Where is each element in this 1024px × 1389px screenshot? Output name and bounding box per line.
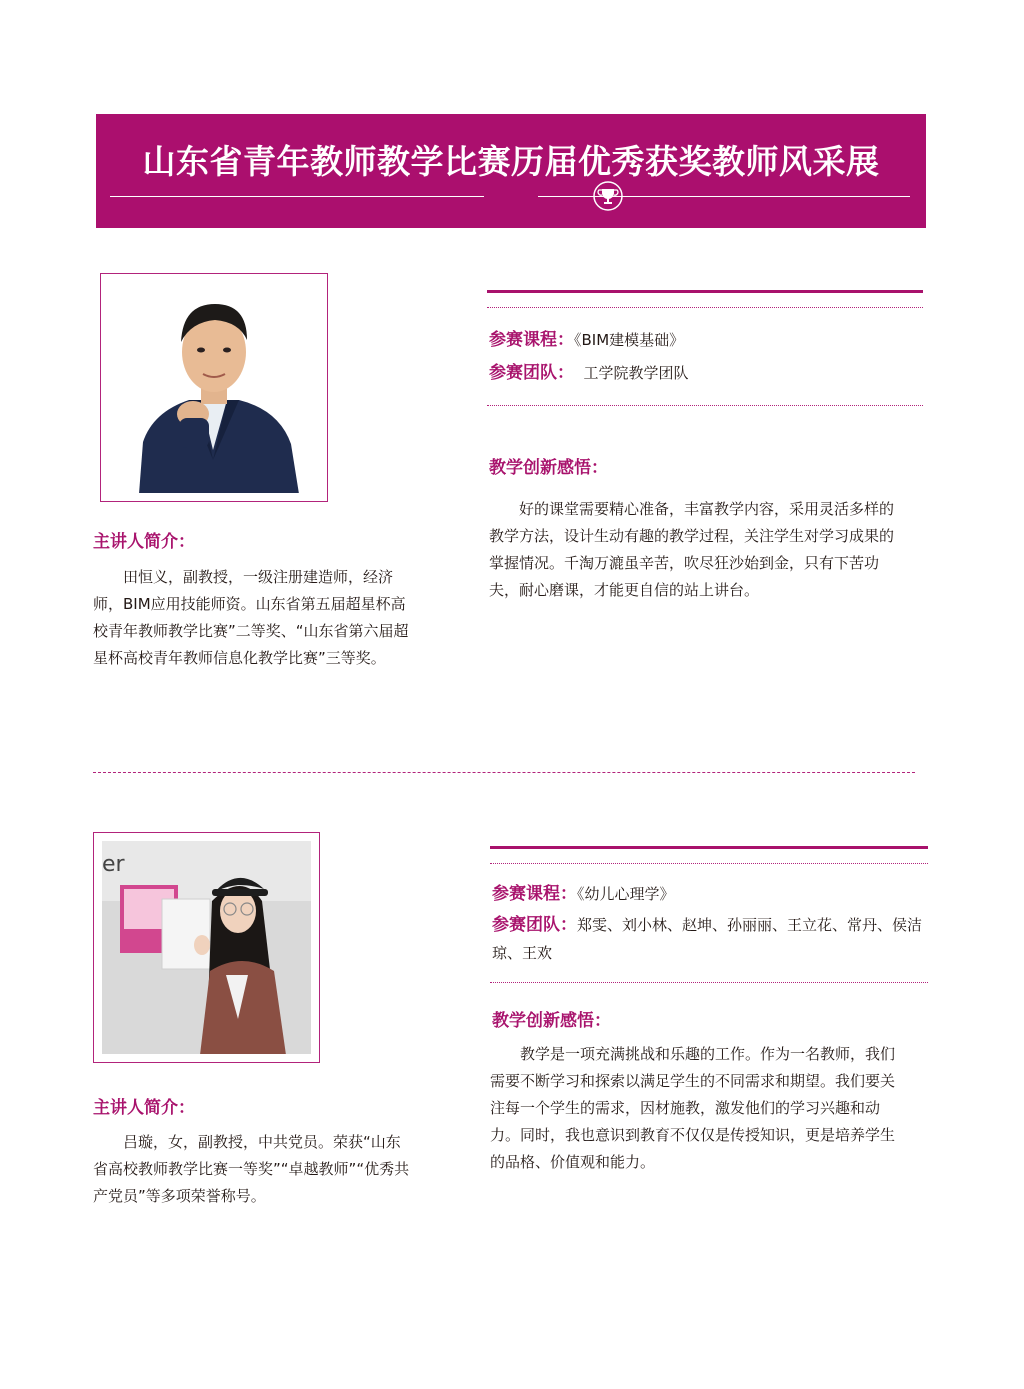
team-label: 参赛团队： xyxy=(489,363,574,383)
insight-text: 教学是一项充满挑战和乐趣的工作。作为一名教师，我们需要不断学习和探索以满足学生的不同需求和期望。我们要关注每一个学生的需求，因材施教，激发他们的学习兴趣和动力。同时，我也意识到教育不仅仅是传授知识，更是培养学生的品格、价值观和能力。 xyxy=(490,1045,896,1171)
course-value: 《幼儿心理学》 xyxy=(577,885,675,903)
info-dotted-rule xyxy=(490,982,928,983)
trophy-icon xyxy=(592,180,624,212)
course-label: 参赛课程： xyxy=(489,330,574,350)
team-value: 郑雯、刘小林、赵坤、孙丽丽、王立花、常丹、侯洁琼、王欢 xyxy=(492,916,923,962)
banner-divider-left xyxy=(110,196,484,197)
photo-sign-text: er xyxy=(102,852,125,877)
section-dotted-rule xyxy=(487,307,923,308)
intro-heading: 主讲人简介： xyxy=(93,532,195,552)
title-banner xyxy=(96,114,926,228)
insight-heading: 教学创新感悟： xyxy=(492,1011,611,1031)
profile-separator xyxy=(93,772,915,773)
team-row xyxy=(489,359,689,387)
intro-heading: 主讲人简介： xyxy=(93,1098,195,1118)
course-row xyxy=(492,880,675,908)
intro-text: 吕璇，女，副教授，中共党员。荣获“山东省高校教师教学比赛一等奖”“卓越教师”“优秀共产党员”等多项荣誉称号。 xyxy=(93,1133,410,1205)
insight-text: 好的课堂需要精心准备，丰富教学内容，采用灵活多样的教学方法，设计生动有趣的教学过程，关注学生对学习成果的掌握情况。千淘万漉虽辛苦，吹尽狂沙始到金，只有下苦功夫，耐心磨课，才能更自信的站上讲台。 xyxy=(489,500,895,599)
team-value: 工学院教学团队 xyxy=(583,364,689,382)
teacher-photo xyxy=(102,841,311,1054)
insight-heading: 教学创新感悟： xyxy=(489,458,608,478)
course-value: 《BIM建模基础》 xyxy=(574,331,685,349)
team-row xyxy=(492,911,932,967)
course-row xyxy=(489,326,684,354)
team-label: 参赛团队： xyxy=(492,915,577,935)
section-rule xyxy=(487,290,923,293)
course-label: 参赛课程： xyxy=(492,884,577,904)
intro-text: 田恒义，副教授，一级注册建造师，经济师，BIM应用技能师资。山东省第五届超星杯高校青年教师教学比赛”二等奖、“山东省第六届超星杯高校青年教师信息化教学比赛”三等奖。 xyxy=(93,568,409,667)
teacher-photo xyxy=(109,282,319,493)
info-dotted-rule xyxy=(487,405,923,406)
page-title: 山东省青年教师教学比赛历届优秀获奖教师风采展 xyxy=(142,142,880,181)
teacher-photo-frame xyxy=(100,273,328,502)
teacher-photo-frame xyxy=(93,832,320,1063)
section-dotted-rule xyxy=(490,863,928,864)
section-rule xyxy=(490,846,928,849)
